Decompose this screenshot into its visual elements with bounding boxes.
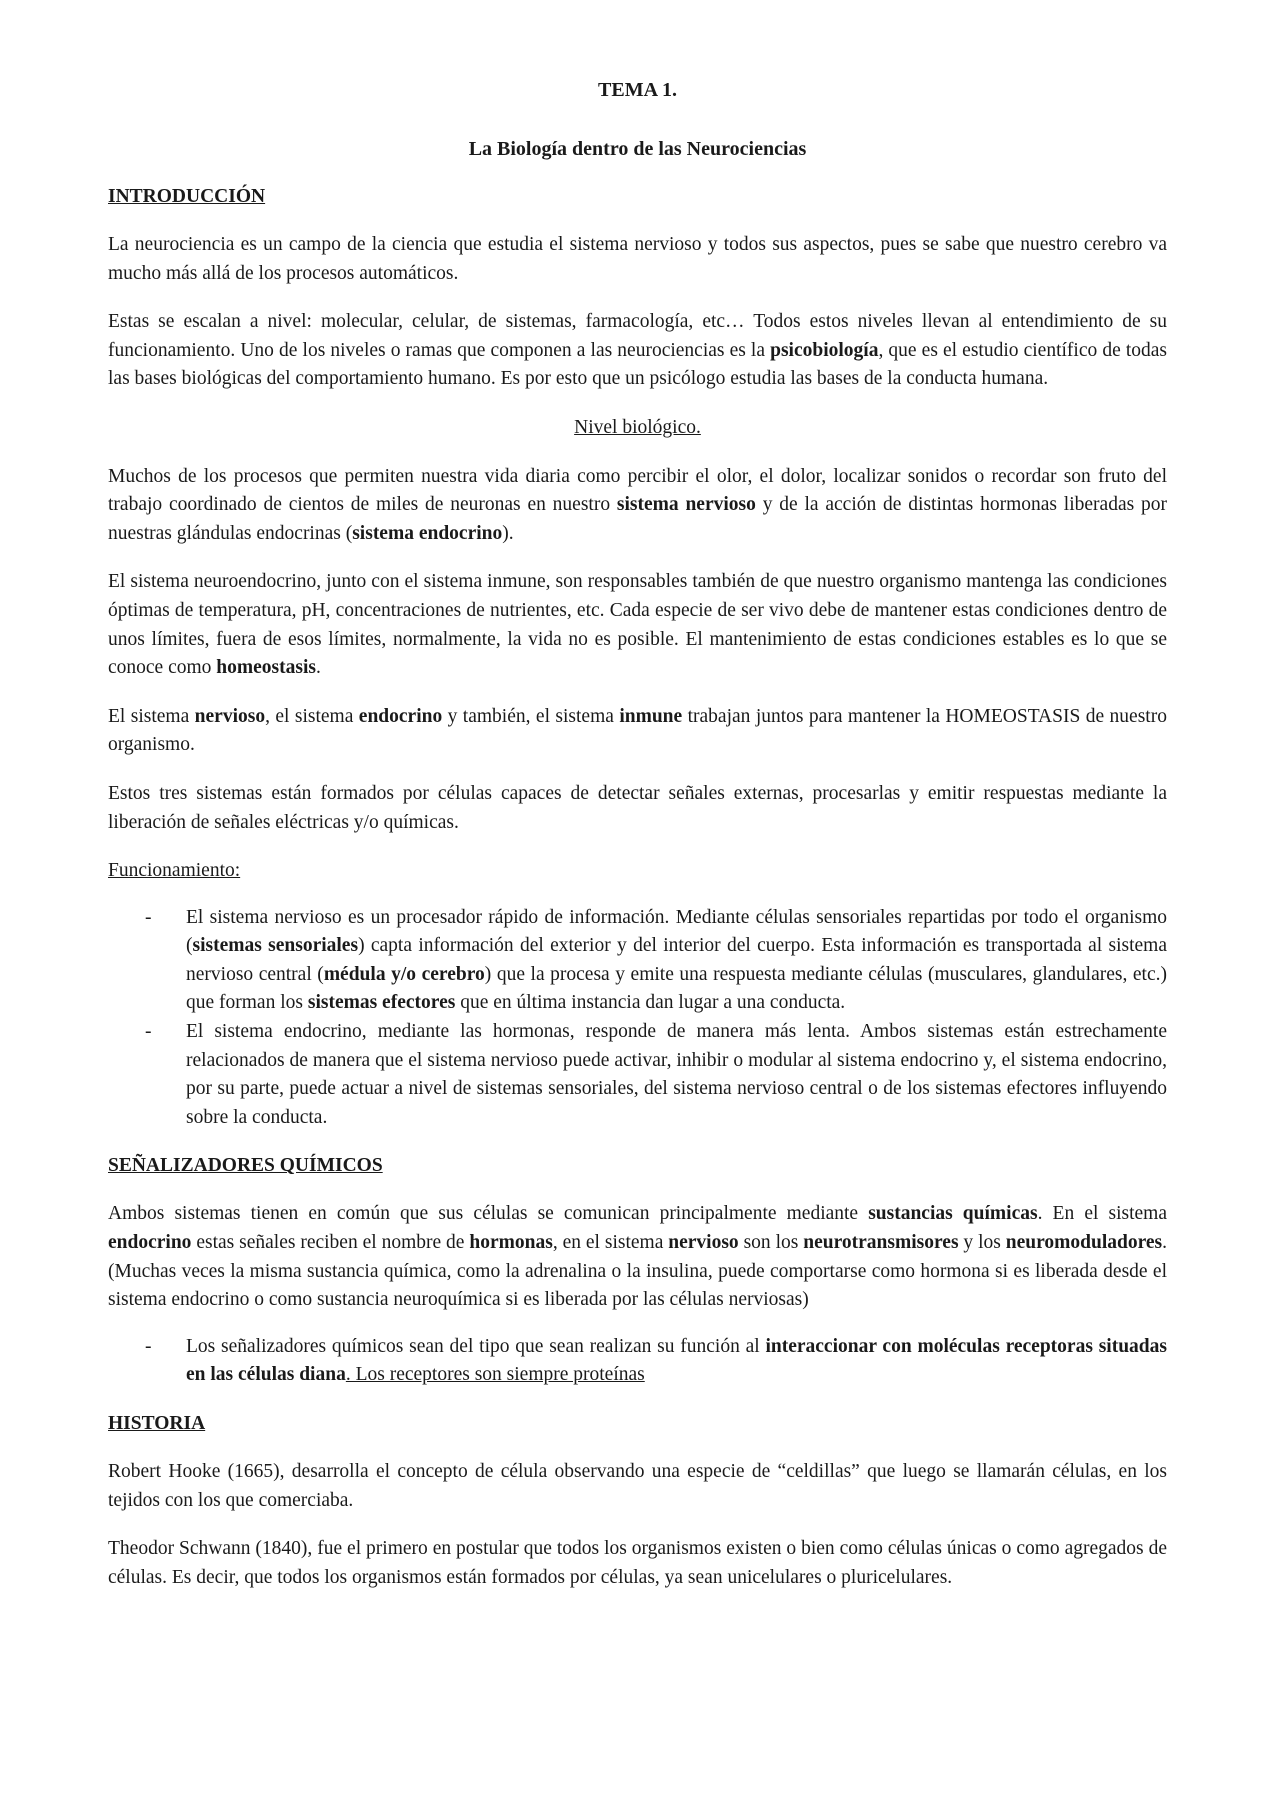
text-run: , el sistema — [265, 705, 359, 727]
paragraph-intro-6: Estos tres sistemas están formados por células capaces de detectar señales externas, procesarlas y emitir respuestas mediante la liberación de señales eléctricas y/o químicas. — [108, 782, 1167, 833]
text-run: trabajan juntos para mantener la HOMEOSTASIS de nuestro organismo. — [108, 705, 1167, 756]
bold-term: nervioso — [668, 1232, 739, 1254]
heading-funcionamiento: Funcionamiento: — [108, 860, 241, 882]
heading-historia: HISTORIA — [108, 1413, 206, 1434]
heading-nivel-biologico: Nivel biológico. — [574, 416, 701, 438]
bold-term: sustancias químicas — [868, 1203, 1038, 1225]
text-run: y también, el sistema — [442, 705, 620, 727]
text-run: Estas se escalan a nivel: molecular, celular, de sistemas, farmacología, etc… Todos estos niveles llevan al entendimiento de su funcionamiento. Uno de los niveles o ramas que componen a las neurociencias es la — [108, 311, 1167, 361]
list-dash: - — [145, 1021, 152, 1043]
bold-term: sistema endocrino — [352, 522, 503, 544]
heading-introduccion: INTRODUCCIÓN — [108, 186, 266, 207]
bold-term: endocrino — [108, 1232, 192, 1254]
bold-term: hormonas — [469, 1232, 553, 1254]
text-run: . En el sistema — [1037, 1203, 1167, 1225]
text-run: Los señalizadores químicos sean del tipo que sean realizan su función al — [186, 1335, 766, 1357]
bold-term: sistema nervioso — [616, 494, 756, 516]
text-run: . (Muchas veces la misma sustancia química, como la adrenalina o la insulina, puede comportarse como hormona si es liberada desde el sistema endocrino o como sustancia neuroquímica si es liberada por las células nerviosas) — [108, 1232, 1168, 1311]
paragraph-intro-5 — [108, 703, 1167, 760]
text-run: ) que la procesa y emite una respuesta mediante células (musculares, glandulares, etc.) que forman los — [186, 963, 1168, 1014]
heading-senalizadores: SEÑALIZADORES QUÍMICOS — [108, 1155, 383, 1177]
text-run: y los — [958, 1232, 1006, 1254]
text-run: El sistema — [108, 705, 195, 727]
underlined-text: . Los receptores son siempre proteínas — [345, 1364, 645, 1386]
text-run: son los — [738, 1232, 804, 1254]
list-funcionamiento — [108, 904, 1167, 1133]
list-item — [108, 1333, 1167, 1390]
page-subtitle: La Biología dentro de las Neurociencias — [468, 138, 807, 160]
paragraph-intro-4 — [108, 568, 1167, 682]
list-item — [108, 1018, 1167, 1132]
text-run: , en el sistema — [552, 1232, 669, 1254]
text-run: Muchos de los procesos que permiten nuestra vida diaria como percibir el olor, el dolor, localizar sonidos o recordar son fruto del trabajo coordinado de cientos de miles de neuronas en nuestro — [108, 465, 1167, 516]
text-run: El sistema endocrino, mediante las hormonas, responde de manera más lenta. Ambos sistemas están estrechamente relacionados de manera que el sistema nervioso puede activar, inhibir o modular al sistema endocrino y, el sistema endocrino, por su parte, puede actuar a nivel de sistemas sensoriales, del sistema nervioso central o de los sistemas efectores influyendo sobre la conducta. — [186, 1021, 1167, 1128]
text-run: Ambos sistemas tienen en común que sus células se comunican principalmente mediante — [108, 1203, 869, 1225]
paragraph-historia-1: Robert Hooke (1665), desarrolla el concepto de célula observando una especie de “celdillas” que luego se llamarán células, en los tejidos con los que comerciaba. — [108, 1461, 1167, 1511]
paragraph-intro-1: La neurociencia es un campo de la ciencia que estudia el sistema nervioso y todos sus aspectos, pues se sabe que nuestro cerebro va mucho más allá de los procesos automáticos. — [108, 234, 1167, 284]
text-run: , que es el estudio científico de todas las bases biológicas del comportamiento humano. Es por esto que un psicólogo estudia las bases de la conducta humana. — [108, 339, 1167, 390]
bold-term: sistemas sensoriales — [192, 935, 359, 957]
list-dash: - — [145, 906, 152, 928]
bold-term: nervioso — [194, 705, 266, 727]
page-title: TEMA 1. — [598, 79, 677, 101]
bold-term: endocrino — [358, 705, 443, 727]
bold-term: homeostasis — [216, 657, 316, 679]
bold-term: neurotransmisores — [803, 1232, 959, 1254]
bold-term: interaccionar con moléculas receptoras situadas en las células diana — [186, 1335, 1167, 1386]
bold-term: neuromoduladores — [1005, 1232, 1163, 1254]
text-run: . — [315, 657, 321, 679]
list-senalizadores — [108, 1333, 1167, 1390]
bold-term: médula y/o cerebro — [323, 963, 485, 985]
paragraph-intro-2 — [108, 308, 1167, 394]
text-run: estas señales reciben el nombre de — [191, 1232, 470, 1254]
paragraph-senal-1 — [108, 1200, 1167, 1314]
text-run: que en última instancia dan lugar a una conducta. — [455, 992, 846, 1014]
text-run: El sistema nervioso es un procesador rápido de información. Mediante células sensoriales repartidas por todo el organismo ( — [186, 906, 1167, 957]
list-item — [108, 904, 1167, 1018]
text-run: ) capta información del exterior y del interior del cuerpo. Esta información es transportada al sistema nervioso central ( — [186, 935, 1167, 985]
bold-term: inmune — [619, 705, 683, 727]
list-dash: - — [145, 1335, 152, 1357]
text-run: El sistema neuroendocrino, junto con el sistema inmune, son responsables también de que nuestro organismo mantenga las condiciones óptimas de temperatura, pH, concentraciones de nutrientes, etc. Cada especie de ser vivo debe de mantener estas condiciones dentro de unos límites, fuera de esos límites, normalmente, la vida no es posible. El mantenimiento de estas condiciones estables es lo que se conoce como — [108, 571, 1167, 679]
paragraph-historia-2: Theodor Schwann (1840), fue el primero en postular que todos los organismos existen o bien como células únicas o como agregados de células. Es decir, que todos los organismos están formados por células, ya sean unicelulares o pluricelulares. — [108, 1538, 1167, 1588]
text-run: y de la acción de distintas hormonas liberadas por nuestras glándulas endocrinas ( — [108, 494, 1167, 544]
bold-term: psicobiología — [770, 339, 879, 361]
text-run: ). — [502, 522, 514, 544]
paragraph-intro-3 — [108, 463, 1167, 549]
bold-term: sistemas efectores — [307, 992, 456, 1014]
